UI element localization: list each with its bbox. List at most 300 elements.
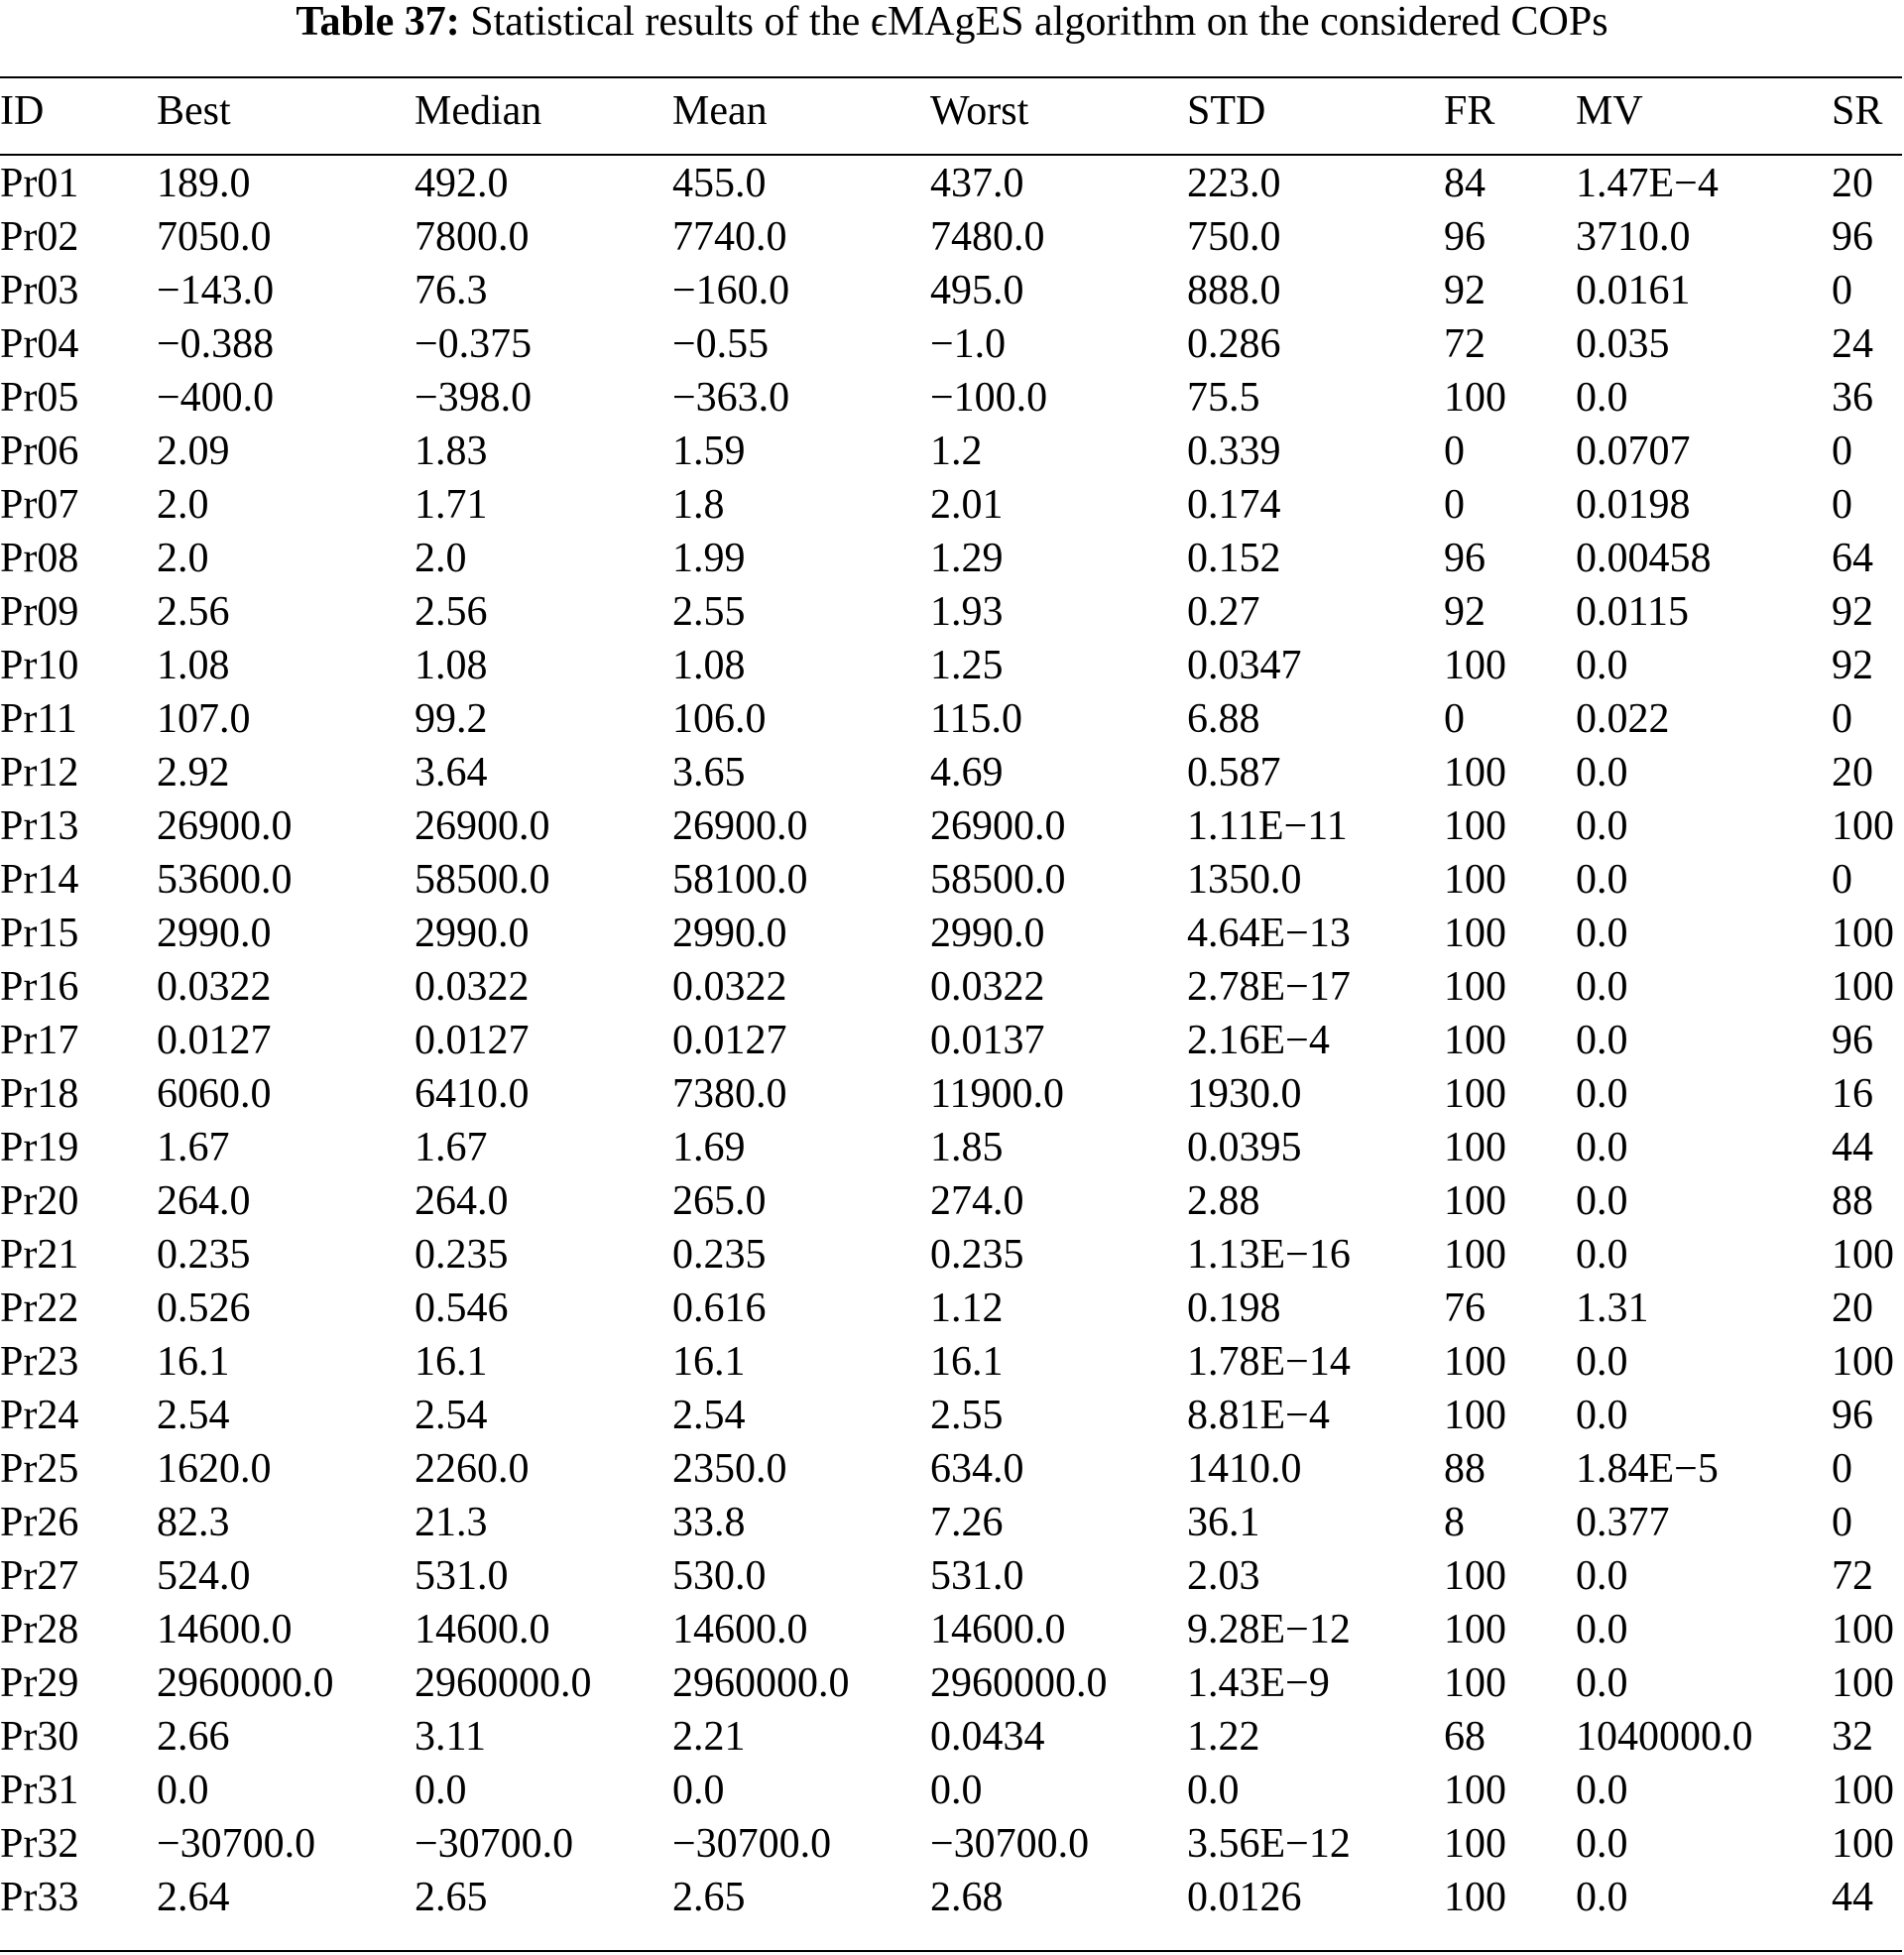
- cell-worst: 2.01: [930, 482, 1004, 528]
- table-row: [0, 692, 1901, 746]
- cell-sr: 96: [1832, 1018, 1873, 1063]
- table-row: [0, 1014, 1901, 1067]
- cell-std: 2.16E−4: [1187, 1018, 1330, 1063]
- cell-mean: 2350.0: [672, 1446, 787, 1492]
- cell-std: 6.88: [1187, 696, 1260, 742]
- table-row: [0, 264, 1901, 317]
- table-row: [0, 1442, 1901, 1496]
- cell-mv: 0.0: [1576, 1125, 1628, 1170]
- cell-best: 2.09: [157, 428, 230, 474]
- cell-best: −400.0: [157, 375, 275, 421]
- table-row: [0, 1282, 1901, 1335]
- cell-best: 0.0127: [157, 1018, 272, 1063]
- column-header-mv: MV: [1576, 88, 1643, 134]
- cell-mv: 0.0161: [1576, 268, 1691, 313]
- results-table: [0, 83, 1901, 1924]
- table-body: [0, 139, 1901, 1924]
- cell-worst: 437.0: [930, 161, 1024, 206]
- cell-fr: 96: [1444, 214, 1486, 260]
- cell-mean: −30700.0: [672, 1821, 832, 1867]
- cell-median: 21.3: [415, 1500, 488, 1545]
- cell-fr: 0: [1444, 428, 1465, 474]
- cell-worst: 1.2: [930, 428, 983, 474]
- cell-sr: 20: [1832, 161, 1873, 206]
- cell-mv: 0.0: [1576, 1232, 1628, 1278]
- cell-id: Pr26: [0, 1500, 79, 1545]
- cell-best: 0.526: [157, 1285, 251, 1331]
- cell-median: 264.0: [415, 1178, 509, 1224]
- cell-id: Pr18: [0, 1071, 79, 1117]
- cell-mean: 265.0: [672, 1178, 767, 1224]
- cell-fr: 100: [1444, 1178, 1506, 1224]
- cell-fr: 76: [1444, 1285, 1486, 1331]
- cell-best: 2.56: [157, 589, 230, 635]
- cell-best: 2.0: [157, 536, 209, 581]
- column-header-fr: FR: [1444, 88, 1495, 134]
- cell-id: Pr04: [0, 321, 79, 367]
- cell-mv: 0.0: [1576, 1821, 1628, 1867]
- cell-best: 1.67: [157, 1125, 230, 1170]
- cell-id: Pr20: [0, 1178, 79, 1224]
- cell-mean: 0.0: [672, 1768, 725, 1813]
- cell-median: 1.08: [415, 643, 488, 688]
- table-row: [0, 1871, 1901, 1924]
- table-row: [0, 960, 1901, 1014]
- cell-median: 3.11: [415, 1714, 486, 1760]
- cell-sr: 100: [1832, 1768, 1894, 1813]
- cell-std: 1350.0: [1187, 857, 1302, 903]
- cell-best: 82.3: [157, 1500, 230, 1545]
- cell-mv: 0.0: [1576, 911, 1628, 956]
- cell-mv: 0.0: [1576, 964, 1628, 1010]
- table-row: [0, 585, 1901, 639]
- cell-best: 16.1: [157, 1339, 230, 1385]
- column-header-sr: SR: [1832, 88, 1883, 134]
- cell-sr: 100: [1832, 1339, 1894, 1385]
- cell-mv: 1.84E−5: [1576, 1446, 1719, 1492]
- cell-sr: 100: [1832, 911, 1894, 956]
- cell-best: 53600.0: [157, 857, 293, 903]
- cell-fr: 100: [1444, 1125, 1506, 1170]
- cell-id: Pr32: [0, 1821, 79, 1867]
- cell-worst: 1.25: [930, 643, 1004, 688]
- cell-id: Pr16: [0, 964, 79, 1010]
- cell-fr: 68: [1444, 1714, 1486, 1760]
- cell-worst: 531.0: [930, 1553, 1024, 1599]
- cell-sr: 44: [1832, 1875, 1873, 1920]
- table-row: [0, 639, 1901, 692]
- table-row: [0, 1710, 1901, 1764]
- table-row: [0, 157, 1901, 210]
- cell-worst: 634.0: [930, 1446, 1024, 1492]
- cell-fr: 92: [1444, 268, 1486, 313]
- cell-id: Pr23: [0, 1339, 79, 1385]
- cell-id: Pr12: [0, 750, 79, 795]
- cell-std: 1930.0: [1187, 1071, 1302, 1117]
- cell-id: Pr03: [0, 268, 79, 313]
- cell-mean: 1.59: [672, 428, 746, 474]
- cell-mv: 0.00458: [1576, 536, 1712, 581]
- cell-std: 1.13E−16: [1187, 1232, 1351, 1278]
- cell-id: Pr24: [0, 1393, 79, 1438]
- cell-median: 0.235: [415, 1232, 509, 1278]
- cell-mv: 0.022: [1576, 696, 1670, 742]
- cell-mv: 1.47E−4: [1576, 161, 1719, 206]
- cell-mv: 0.377: [1576, 1500, 1670, 1545]
- cell-mean: 33.8: [672, 1500, 746, 1545]
- cell-std: 888.0: [1187, 268, 1281, 313]
- table-row: [0, 425, 1901, 478]
- cell-mean: 1.8: [672, 482, 725, 528]
- cell-sr: 32: [1832, 1714, 1873, 1760]
- column-header-worst: Worst: [930, 88, 1029, 134]
- cell-mean: 455.0: [672, 161, 767, 206]
- cell-mv: 0.0: [1576, 375, 1628, 421]
- cell-sr: 16: [1832, 1071, 1873, 1117]
- cell-mean: 7740.0: [672, 214, 787, 260]
- table-header-row: [0, 83, 1901, 139]
- cell-median: 0.0322: [415, 964, 530, 1010]
- cell-fr: 72: [1444, 321, 1486, 367]
- table-row: [0, 317, 1901, 371]
- cell-std: 0.152: [1187, 536, 1281, 581]
- cell-worst: 11900.0: [930, 1071, 1064, 1117]
- cell-median: 0.0: [415, 1768, 467, 1813]
- table-row: [0, 1335, 1901, 1389]
- cell-worst: 0.0434: [930, 1714, 1045, 1760]
- cell-best: 2.64: [157, 1875, 230, 1920]
- cell-mv: 0.0: [1576, 1018, 1628, 1063]
- cell-std: 0.198: [1187, 1285, 1281, 1331]
- cell-fr: 100: [1444, 1821, 1506, 1867]
- cell-worst: 7480.0: [930, 214, 1045, 260]
- table-row: [0, 478, 1901, 532]
- cell-std: 0.286: [1187, 321, 1281, 367]
- cell-mv: 0.0: [1576, 643, 1628, 688]
- cell-fr: 100: [1444, 750, 1506, 795]
- cell-mean: 0.616: [672, 1285, 767, 1331]
- cell-best: −143.0: [157, 268, 275, 313]
- table-row: [0, 799, 1901, 853]
- cell-best: 0.0322: [157, 964, 272, 1010]
- cell-median: 531.0: [415, 1553, 509, 1599]
- cell-median: 2990.0: [415, 911, 530, 956]
- cell-worst: 4.69: [930, 750, 1004, 795]
- cell-sr: 0: [1832, 482, 1852, 528]
- cell-median: 99.2: [415, 696, 488, 742]
- cell-std: 0.0126: [1187, 1875, 1302, 1920]
- cell-median: 2960000.0: [415, 1660, 592, 1706]
- cell-best: 14600.0: [157, 1607, 293, 1652]
- table-row: [0, 746, 1901, 799]
- cell-median: 14600.0: [415, 1607, 550, 1652]
- table-top-rule: [0, 76, 1902, 78]
- cell-id: Pr27: [0, 1553, 79, 1599]
- table-row: [0, 1656, 1901, 1710]
- cell-mean: 2960000.0: [672, 1660, 850, 1706]
- cell-fr: 100: [1444, 1071, 1506, 1117]
- cell-id: Pr10: [0, 643, 79, 688]
- cell-std: 0.174: [1187, 482, 1281, 528]
- cell-best: 6060.0: [157, 1071, 272, 1117]
- cell-best: 2990.0: [157, 911, 272, 956]
- table-row: [0, 1603, 1901, 1656]
- cell-std: 2.03: [1187, 1553, 1260, 1599]
- cell-fr: 100: [1444, 1660, 1506, 1706]
- cell-fr: 88: [1444, 1446, 1486, 1492]
- cell-id: Pr07: [0, 482, 79, 528]
- cell-mean: 58100.0: [672, 857, 808, 903]
- cell-median: 2.54: [415, 1393, 488, 1438]
- cell-fr: 96: [1444, 536, 1486, 581]
- cell-mean: 2990.0: [672, 911, 787, 956]
- cell-std: 9.28E−12: [1187, 1607, 1351, 1652]
- cell-sr: 100: [1832, 803, 1894, 849]
- cell-mean: 530.0: [672, 1553, 767, 1599]
- table-row: [0, 1121, 1901, 1174]
- cell-std: 0.339: [1187, 428, 1281, 474]
- cell-mean: 1.69: [672, 1125, 746, 1170]
- table-row: [0, 1174, 1901, 1228]
- table-caption-text: Statistical results of the ϵMAgES algorithm on the considered COPs: [470, 0, 1608, 45]
- cell-median: −0.375: [415, 321, 533, 367]
- cell-std: 1.11E−11: [1187, 803, 1348, 849]
- cell-worst: 0.0322: [930, 964, 1045, 1010]
- cell-worst: 495.0: [930, 268, 1024, 313]
- cell-worst: −30700.0: [930, 1821, 1090, 1867]
- cell-best: −0.388: [157, 321, 275, 367]
- cell-best: 26900.0: [157, 803, 293, 849]
- table-row: [0, 1549, 1901, 1603]
- cell-median: 0.0127: [415, 1018, 530, 1063]
- cell-std: 750.0: [1187, 214, 1281, 260]
- cell-worst: 0.0: [930, 1768, 983, 1813]
- cell-sr: 0: [1832, 428, 1852, 474]
- cell-median: 26900.0: [415, 803, 550, 849]
- cell-fr: 100: [1444, 1553, 1506, 1599]
- cell-id: Pr05: [0, 375, 79, 421]
- cell-mv: 0.0: [1576, 1607, 1628, 1652]
- table-row: [0, 907, 1901, 960]
- cell-fr: 100: [1444, 1875, 1506, 1920]
- column-header-id: ID: [0, 88, 45, 134]
- table-spacer-cell: [0, 139, 1901, 157]
- cell-fr: 100: [1444, 1768, 1506, 1813]
- cell-fr: 0: [1444, 482, 1465, 528]
- cell-fr: 100: [1444, 1232, 1506, 1278]
- table-caption-label: Table 37:: [296, 0, 460, 45]
- cell-fr: 100: [1444, 1393, 1506, 1438]
- column-header-mean: Mean: [672, 88, 768, 134]
- cell-fr: 100: [1444, 643, 1506, 688]
- cell-median: 16.1: [415, 1339, 488, 1385]
- cell-std: 8.81E−4: [1187, 1393, 1330, 1438]
- cell-worst: 2960000.0: [930, 1660, 1108, 1706]
- cell-worst: 1.12: [930, 1285, 1004, 1331]
- cell-std: 223.0: [1187, 161, 1281, 206]
- cell-mean: 0.235: [672, 1232, 767, 1278]
- cell-fr: 100: [1444, 1607, 1506, 1652]
- cell-worst: 115.0: [930, 696, 1022, 742]
- cell-fr: 92: [1444, 589, 1486, 635]
- cell-median: 2.65: [415, 1875, 488, 1920]
- cell-mv: 1.31: [1576, 1285, 1649, 1331]
- cell-median: 3.64: [415, 750, 488, 795]
- cell-median: 6410.0: [415, 1071, 530, 1117]
- cell-std: 1.22: [1187, 1714, 1260, 1760]
- cell-sr: 100: [1832, 1660, 1894, 1706]
- cell-median: −30700.0: [415, 1821, 574, 1867]
- cell-best: 2.54: [157, 1393, 230, 1438]
- table-row: [0, 1067, 1901, 1121]
- cell-worst: 26900.0: [930, 803, 1066, 849]
- cell-id: Pr02: [0, 214, 79, 260]
- cell-sr: 36: [1832, 375, 1873, 421]
- cell-sr: 100: [1832, 1232, 1894, 1278]
- cell-worst: −1.0: [930, 321, 1007, 367]
- table-row: [0, 1496, 1901, 1549]
- cell-sr: 20: [1832, 750, 1873, 795]
- cell-best: 107.0: [157, 696, 251, 742]
- cell-best: 189.0: [157, 161, 251, 206]
- cell-sr: 0: [1832, 696, 1852, 742]
- cell-mean: 3.65: [672, 750, 746, 795]
- cell-mv: 0.0: [1576, 1875, 1628, 1920]
- cell-best: 524.0: [157, 1553, 251, 1599]
- table-row: [0, 210, 1901, 264]
- table-caption: [0, 0, 1904, 44]
- cell-worst: −100.0: [930, 375, 1048, 421]
- cell-worst: 2.55: [930, 1393, 1004, 1438]
- cell-fr: 100: [1444, 964, 1506, 1010]
- cell-mv: 0.0: [1576, 1553, 1628, 1599]
- table-bottom-rule: [0, 1950, 1902, 1952]
- cell-worst: 1.29: [930, 536, 1004, 581]
- cell-best: 2.66: [157, 1714, 230, 1760]
- cell-fr: 8: [1444, 1500, 1465, 1545]
- cell-mean: 2.54: [672, 1393, 746, 1438]
- cell-best: 264.0: [157, 1178, 251, 1224]
- cell-sr: 20: [1832, 1285, 1873, 1331]
- cell-mean: −363.0: [672, 375, 790, 421]
- cell-best: 2960000.0: [157, 1660, 334, 1706]
- cell-mean: 1.99: [672, 536, 746, 581]
- cell-median: 2.0: [415, 536, 467, 581]
- cell-sr: 44: [1832, 1125, 1873, 1170]
- cell-mv: 0.0: [1576, 1768, 1628, 1813]
- cell-mv: 0.035: [1576, 321, 1670, 367]
- cell-median: 1.83: [415, 428, 488, 474]
- cell-id: Pr29: [0, 1660, 79, 1706]
- cell-id: Pr13: [0, 803, 79, 849]
- cell-median: 76.3: [415, 268, 488, 313]
- cell-id: Pr08: [0, 536, 79, 581]
- cell-std: 1410.0: [1187, 1446, 1302, 1492]
- cell-fr: 100: [1444, 857, 1506, 903]
- cell-mv: 0.0: [1576, 1393, 1628, 1438]
- cell-id: Pr09: [0, 589, 79, 635]
- cell-median: 1.67: [415, 1125, 488, 1170]
- cell-median: 58500.0: [415, 857, 550, 903]
- cell-sr: 24: [1832, 321, 1873, 367]
- table-row: [0, 1817, 1901, 1871]
- cell-mean: 26900.0: [672, 803, 808, 849]
- cell-id: Pr21: [0, 1232, 79, 1278]
- cell-best: 7050.0: [157, 214, 272, 260]
- cell-mv: 0.0: [1576, 1178, 1628, 1224]
- cell-fr: 100: [1444, 803, 1506, 849]
- table-row: [0, 853, 1901, 907]
- cell-std: 1.78E−14: [1187, 1339, 1351, 1385]
- cell-sr: 96: [1832, 1393, 1873, 1438]
- cell-sr: 96: [1832, 214, 1873, 260]
- cell-id: Pr19: [0, 1125, 79, 1170]
- cell-worst: 7.26: [930, 1500, 1004, 1545]
- cell-id: Pr17: [0, 1018, 79, 1063]
- cell-std: 0.587: [1187, 750, 1281, 795]
- cell-mean: 2.55: [672, 589, 746, 635]
- cell-fr: 100: [1444, 1018, 1506, 1063]
- cell-worst: 16.1: [930, 1339, 1004, 1385]
- cell-id: Pr14: [0, 857, 79, 903]
- cell-mean: 2.21: [672, 1714, 746, 1760]
- cell-std: 36.1: [1187, 1500, 1260, 1545]
- cell-mean: 2.65: [672, 1875, 746, 1920]
- cell-mv: 0.0115: [1576, 589, 1689, 635]
- cell-worst: 58500.0: [930, 857, 1066, 903]
- cell-mean: 0.0127: [672, 1018, 787, 1063]
- cell-fr: 84: [1444, 161, 1486, 206]
- cell-sr: 0: [1832, 1500, 1852, 1545]
- cell-mv: 3710.0: [1576, 214, 1691, 260]
- cell-worst: 1.93: [930, 589, 1004, 635]
- cell-mv: 0.0: [1576, 1071, 1628, 1117]
- cell-id: Pr25: [0, 1446, 79, 1492]
- cell-std: 0.0395: [1187, 1125, 1302, 1170]
- cell-mv: 0.0: [1576, 803, 1628, 849]
- cell-mv: 0.0: [1576, 857, 1628, 903]
- table-row: [0, 532, 1901, 585]
- cell-std: 0.0: [1187, 1768, 1240, 1813]
- cell-std: 1.43E−9: [1187, 1660, 1330, 1706]
- cell-id: Pr11: [0, 696, 77, 742]
- cell-std: 3.56E−12: [1187, 1821, 1351, 1867]
- cell-mean: 16.1: [672, 1339, 746, 1385]
- cell-sr: 64: [1832, 536, 1873, 581]
- table-row: [0, 371, 1901, 425]
- cell-median: 7800.0: [415, 214, 530, 260]
- cell-id: Pr06: [0, 428, 79, 474]
- column-header-best: Best: [157, 88, 231, 134]
- cell-sr: 72: [1832, 1553, 1873, 1599]
- cell-best: 0.0: [157, 1768, 209, 1813]
- cell-mv: 0.0707: [1576, 428, 1691, 474]
- cell-mean: 1.08: [672, 643, 746, 688]
- cell-id: Pr22: [0, 1285, 79, 1331]
- table-row: [0, 1764, 1901, 1817]
- cell-sr: 0: [1832, 1446, 1852, 1492]
- cell-mean: 106.0: [672, 696, 767, 742]
- cell-sr: 88: [1832, 1178, 1873, 1224]
- cell-mv: 1040000.0: [1576, 1714, 1753, 1760]
- cell-id: Pr28: [0, 1607, 79, 1652]
- cell-id: Pr15: [0, 911, 79, 956]
- cell-sr: 92: [1832, 643, 1873, 688]
- cell-std: 2.88: [1187, 1178, 1260, 1224]
- cell-id: Pr33: [0, 1875, 79, 1920]
- cell-mean: 7380.0: [672, 1071, 787, 1117]
- cell-best: 0.235: [157, 1232, 251, 1278]
